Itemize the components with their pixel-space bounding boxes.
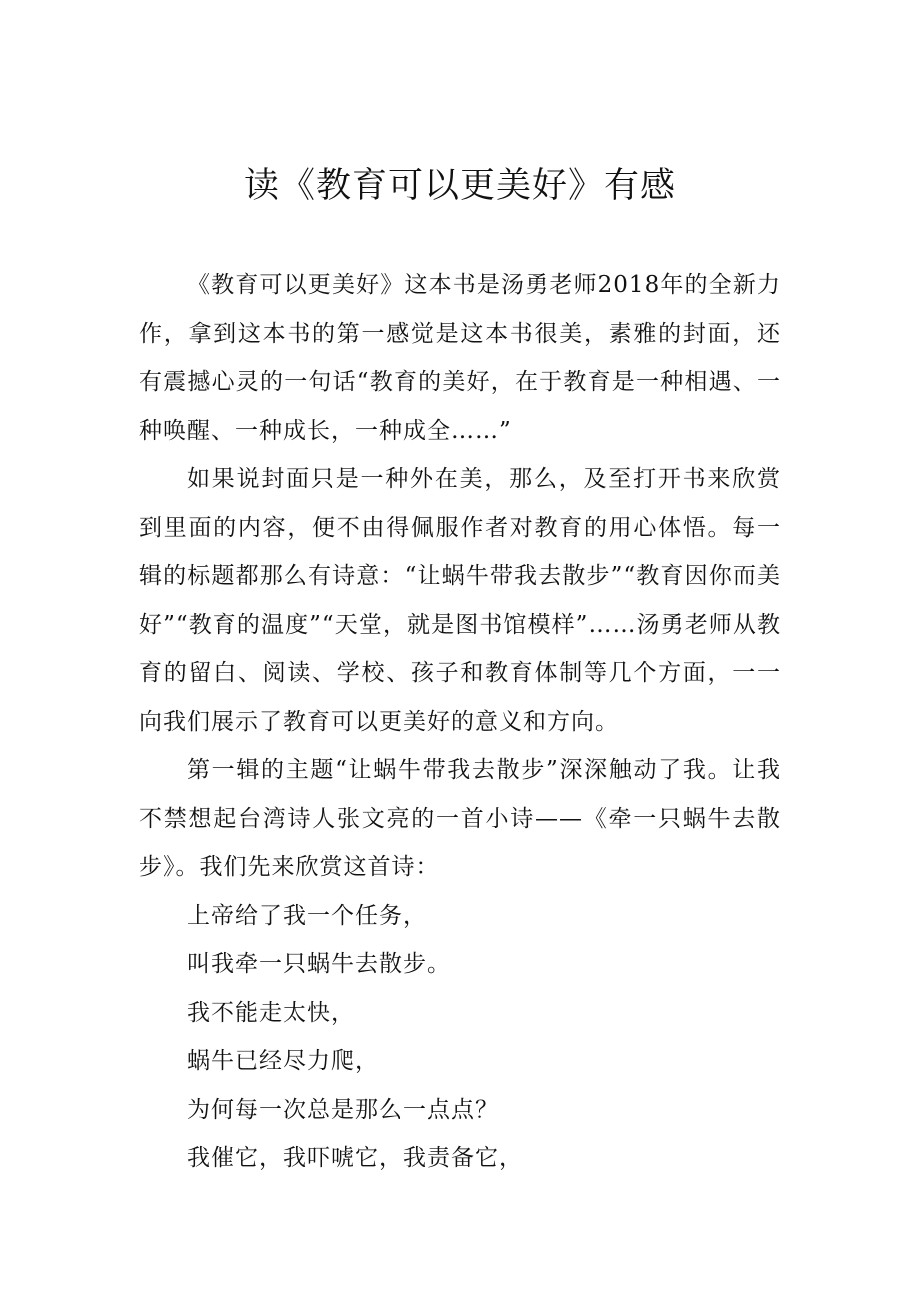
document-title: 读《教育可以更美好》有感 [243,166,676,206]
poem [139,892,781,1183]
poem-line: 蜗牛已经尽力爬， [187,1048,379,1074]
paragraph-intro: 《教育可以更美好》这本书是汤勇老师2018年的全新力作，拿到这本书的第一感觉是这本书很美，素雅的封面，还有震撼心灵的一句话“教育的美好，在于教育是一种相遇、一种唤醒、一种成长，一种成全……” [139,272,781,444]
poem-line: 为何每一次总是那么一点点？ [187,1096,499,1123]
poem-line: 叫我牵一只蜗牛去散步。 [187,951,451,977]
paragraph-first-chapter: 第一辑的主题“让蜗牛带我去散步”深深触动了我。让我不禁想起台湾诗人张文亮的一首小诗——《牵一只蜗牛去散步》。我们先来欣赏这首诗： [139,757,781,880]
poem-line: 我不能走太快， [187,999,355,1026]
poem-line: 我催它，我吓唬它，我责备它， [187,1145,523,1171]
paragraph-contents: 如果说封面只是一种外在美，那么，及至打开书来欣赏到里面的内容，便不由得佩服作者对教育的用心体悟。每一辑的标题都那么有诗意：“让蜗牛带我去散步”“教育因你而美好”“教育的温度”“天堂，就是图书馆模样”……汤勇老师从教育的留白、阅读、学校、孩子和教育体制等几个方面，一一向我们展示了教育可以更美好的意义和方向。 [139,466,781,735]
poem-line: 上帝给了我一个任务， [187,902,427,929]
document-body [139,261,781,1183]
